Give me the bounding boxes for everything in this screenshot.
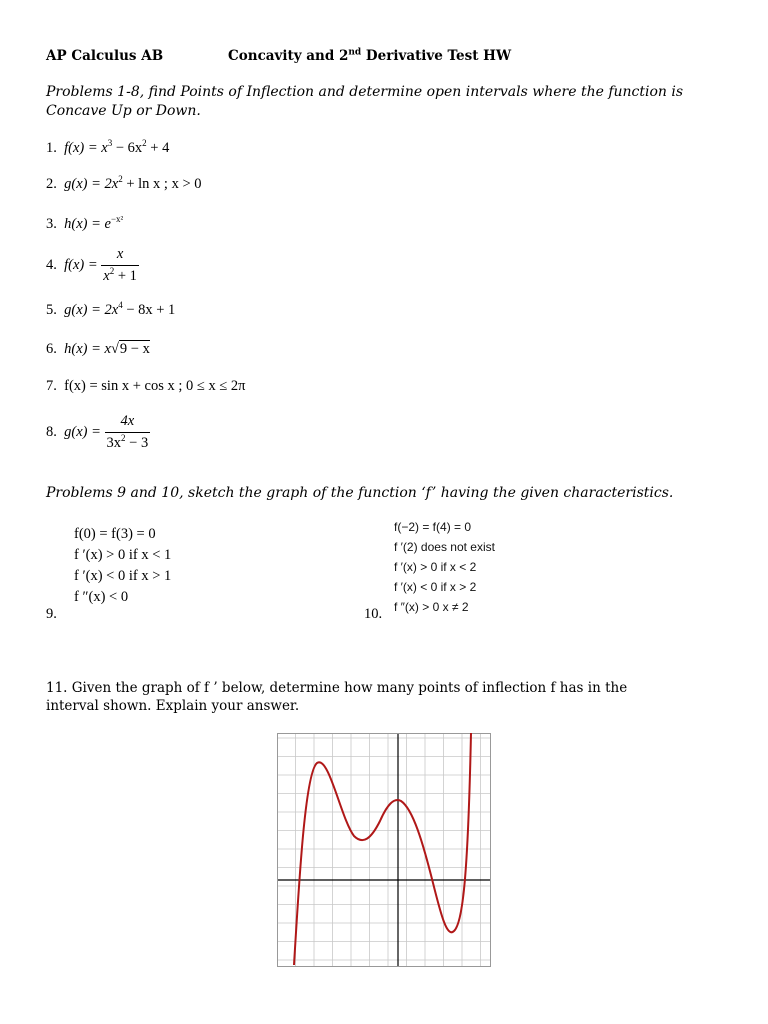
problem-2: 2. $g(x) = 2x^2 + \ln x$ ; x > 0 bbox=[46, 174, 202, 192]
problem-10-number: 10. bbox=[364, 606, 383, 622]
problem-4: 4. f(x) = $\frac{x}{x^2 + 1}$ bbox=[46, 246, 137, 284]
section2-instructions: Problems 9 and 10, sketch the graph of the function ‘f’ having the given characteristics. bbox=[46, 485, 674, 501]
problem-7: 7. f(x) = sin x + cos x ; 0 ≤ x ≤ 2π bbox=[46, 378, 246, 394]
problem-4-fraction: $\frac{x}{x^2 + 1}$ bbox=[103, 246, 137, 284]
problem-9-condition: f(0) = f(3) = 0 bbox=[74, 526, 156, 542]
problem-3: 3. $h(x) = e^{-x^2}$ bbox=[46, 214, 124, 232]
problem-9-condition: f ″(x) < 0 bbox=[74, 589, 129, 605]
problem-10-condition: f ″(x) > 0 x ≠ 2 bbox=[394, 600, 469, 614]
problem-5: 5. $g(x) = 2x^4 - 8x + 1$ bbox=[46, 300, 176, 318]
problem-9-conditions bbox=[74, 524, 171, 608]
section1-instructions-line1: Problems 1-8, find Points of Inflection and determine open intervals where the function is bbox=[46, 84, 684, 100]
problem-1: 1. $f(x) = x^3 - 6x^2 + 4$ bbox=[46, 138, 170, 156]
problem-10-condition: f ′(x) < 0 if x > 2 bbox=[394, 580, 477, 594]
course-title: AP Calculus AB bbox=[46, 48, 164, 64]
problem-10-conditions bbox=[394, 517, 495, 617]
page-title: Concavity and 2nd Derivative Test HW bbox=[228, 47, 512, 64]
problem-11-text-line2: interval shown. Explain your answer. bbox=[46, 698, 300, 714]
derivative-graph bbox=[277, 733, 491, 967]
problem-6: 6. h(x) = x√9 − x bbox=[46, 341, 150, 357]
graph-border bbox=[278, 734, 491, 967]
problem-11-text-line1: 11. Given the graph of f ’ below, determine how many points of inflection f has in the bbox=[46, 680, 628, 696]
problem-8-fraction: $\frac{4x}{3x^2 - 3}$ bbox=[106, 413, 149, 451]
section1-instructions-line2: Concave Up or Down. bbox=[46, 103, 201, 119]
problem-9-condition: f ′(x) > 0 if x < 1 bbox=[74, 547, 172, 563]
problem-9-condition: f ′(x) < 0 if x > 1 bbox=[74, 568, 172, 584]
problem-10-condition: f(−2) = f(4) = 0 bbox=[394, 520, 472, 534]
problem-10-condition: f ′(x) > 0 if x < 2 bbox=[394, 560, 477, 574]
problem-9-number: 9. bbox=[46, 606, 57, 622]
problem-8: 8. g(x) = $\frac{4x}{3x^2 - 3}$ bbox=[46, 413, 149, 451]
problem-10-condition: f ′(2) does not exist bbox=[394, 540, 495, 554]
graph-grid bbox=[277, 733, 491, 967]
